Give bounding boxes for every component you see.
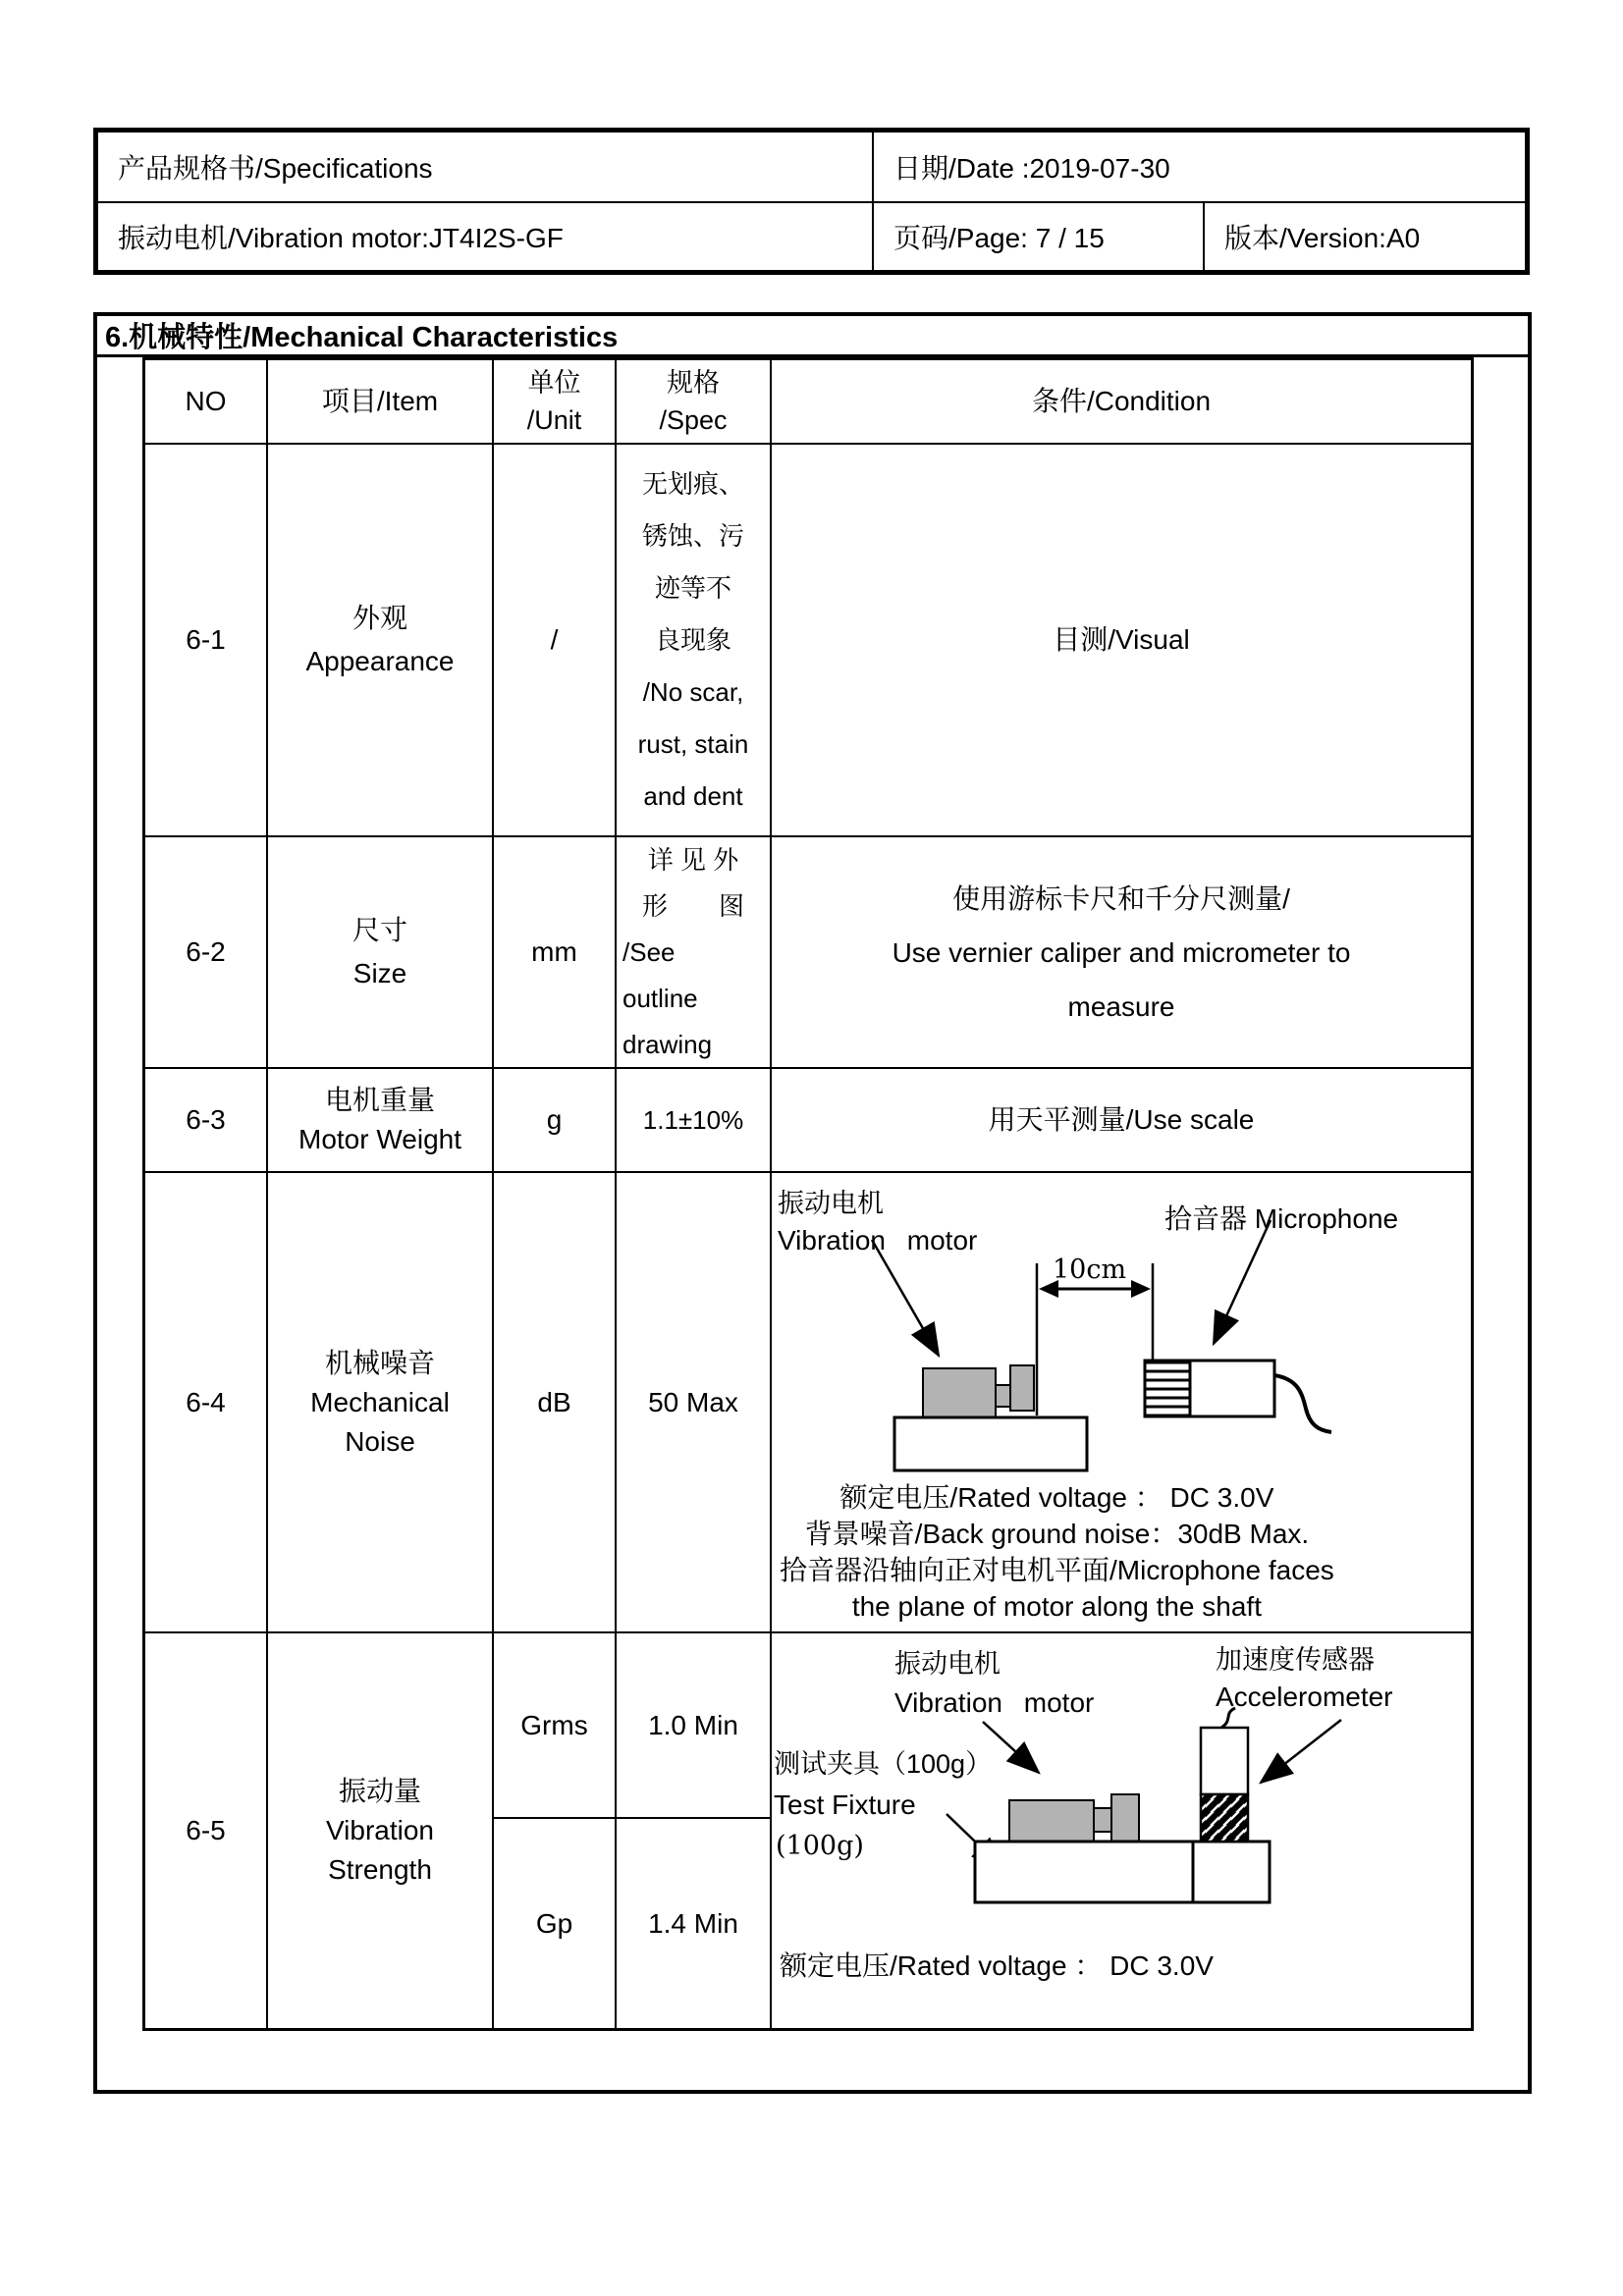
- spec-line: 良现象: [654, 624, 731, 655]
- motor-body: [1009, 1800, 1094, 1842]
- motor-shaft: [1094, 1808, 1111, 1832]
- distance-arrowhead-right: [1131, 1280, 1151, 1298]
- accelerometer-pointer-arrow: [1261, 1720, 1341, 1783]
- accelerometer-label-cn: 加速度传感器: [1216, 1645, 1375, 1675]
- spec-line: outline: [622, 983, 698, 1013]
- row-6-3-spec: 1.1±10%: [617, 1069, 772, 1173]
- row-6-2-item-en: Size: [352, 958, 407, 988]
- row-6-5-item-en2: Strength: [328, 1854, 432, 1885]
- row-6-5-spec-grms: 1.0 Min: [617, 1633, 772, 1819]
- row-6-1-item-cn: 外观: [352, 603, 407, 633]
- mechanical-characteristics-box: [93, 312, 1532, 2094]
- col-header-unit: [494, 360, 617, 445]
- accelerometer-body: [1201, 1728, 1248, 1794]
- col-header-no: NO: [145, 360, 268, 445]
- row-6-1-item-en: Appearance: [305, 646, 455, 676]
- row-6-3-item: [268, 1069, 494, 1173]
- spec-line: /See: [622, 936, 676, 967]
- motor-body: [923, 1368, 996, 1417]
- row-6-3-unit: g: [494, 1069, 617, 1173]
- row-6-3-no: 6-3: [145, 1069, 268, 1173]
- row-6-1-unit: /: [494, 445, 617, 837]
- spec-line: and dent: [643, 780, 743, 811]
- row-6-4-condition-diagram: [772, 1173, 1471, 1633]
- col-header-unit-cn: 单位: [527, 368, 581, 398]
- row-6-5-item-en1: Vibration: [325, 1815, 434, 1845]
- header-date: 日期/Date :2019-07-30: [872, 133, 1525, 201]
- row-6-5-no: 6-5: [145, 1633, 268, 2028]
- row-6-5-unit-gp: Gp: [494, 1819, 617, 2028]
- document-header-table: [93, 128, 1530, 275]
- distance-label: 10cm: [1053, 1255, 1127, 1285]
- col-header-spec-cn: 规格: [667, 368, 720, 398]
- row-6-1-spec: [617, 445, 772, 837]
- row-6-2-condition: [772, 837, 1471, 1069]
- note-rated-voltage: 额定电压/Rated voltage ： DC 3.0V: [780, 1950, 1214, 1981]
- microphone-grille: [1145, 1361, 1190, 1416]
- microphone-cable: [1274, 1375, 1331, 1432]
- note-rated-voltage: 额定电压/Rated voltage ： DC 3.0V: [839, 1482, 1274, 1513]
- row-6-2-spec: [617, 837, 772, 1069]
- motor-label-en: Vibration motor: [778, 1225, 978, 1255]
- note-microphone-position-2: the plane of motor along the shaft: [851, 1591, 1262, 1622]
- motor-label-cn: 振动电机: [894, 1649, 1001, 1679]
- motor-counterweight: [1111, 1794, 1139, 1843]
- motor-shaft: [996, 1385, 1010, 1407]
- motor-counterweight: [1010, 1365, 1034, 1411]
- fixture-base-block: [975, 1842, 1193, 1902]
- row-6-2-item: [268, 837, 494, 1069]
- row-6-3-item-cn: 电机重量: [324, 1085, 435, 1115]
- header-version: 版本/Version:A0: [1203, 201, 1525, 270]
- motor-base-block: [894, 1417, 1087, 1470]
- spec-line: 迹等不: [654, 572, 731, 603]
- col-header-unit-en: /Unit: [526, 405, 582, 435]
- row-6-5-unit-grms: Grms: [494, 1633, 617, 1819]
- row-6-1-item: [268, 445, 494, 837]
- col-header-spec: [617, 360, 772, 445]
- note-microphone-position-1: 拾音器沿轴向正对电机平面/Microphone faces: [780, 1555, 1334, 1585]
- condition-line: measure: [1067, 990, 1175, 1022]
- row-6-3-condition: 用天平测量/Use scale: [772, 1069, 1471, 1173]
- spec-line: 无划痕、: [641, 468, 744, 499]
- row-6-2-no: 6-2: [145, 837, 268, 1069]
- header-motor-model: 振动电机/Vibration motor:JT4I2S-GF: [98, 201, 872, 270]
- spec-line: rust, stain: [637, 728, 749, 759]
- accelerometer-label-en: Accelerometer: [1216, 1682, 1393, 1712]
- fixture-label-en: Test Fixture: [774, 1789, 916, 1820]
- row-6-5-condition-diagram: [772, 1633, 1471, 2028]
- note-background-noise: 背景噪音/Back ground noise：30dB Max.: [804, 1519, 1310, 1549]
- row-6-2-unit: mm: [494, 837, 617, 1069]
- spec-line: 详 见 外: [647, 844, 739, 875]
- row-6-4-item-en2: Noise: [345, 1425, 415, 1457]
- row-6-3-item-en: Motor Weight: [298, 1124, 461, 1154]
- row-6-4-item-en1: Mechanical: [310, 1386, 450, 1417]
- spec-line: 形 图: [641, 890, 744, 921]
- row-6-4-item: [268, 1173, 494, 1633]
- fixture-label-cn: 测试夹具（100g）: [774, 1749, 993, 1779]
- spec-line: drawing: [622, 1029, 713, 1059]
- row-6-4-unit: dB: [494, 1173, 617, 1633]
- microphone-label: 拾音器 Microphone: [1164, 1203, 1399, 1234]
- spec-line: /No scar,: [642, 676, 744, 707]
- header-page-number: 页码/Page: 7 / 15: [872, 201, 1203, 270]
- motor-label-en: Vibration motor: [894, 1687, 1095, 1718]
- row-6-4-item-cn: 机械噪音: [324, 1347, 435, 1378]
- row-6-5-item-cn: 振动量: [338, 1776, 421, 1806]
- col-header-spec-en: /Spec: [659, 405, 728, 435]
- section-title: 6.机械特性/Mechanical Characteristics: [97, 316, 1528, 357]
- row-6-4-no: 6-4: [145, 1173, 268, 1633]
- row-6-5-spec-gp: 1.4 Min: [617, 1819, 772, 2028]
- row-6-1-condition: 目测/Visual: [772, 445, 1471, 837]
- condition-line: Use vernier caliper and micrometer to: [892, 936, 1351, 968]
- accelerometer-mount: [1201, 1794, 1248, 1842]
- condition-line: 使用游标卡尺和千分尺测量/: [952, 882, 1290, 914]
- row-6-1-no: 6-1: [145, 445, 268, 837]
- col-header-item: 项目/Item: [268, 360, 494, 445]
- spec-line: 锈蚀、污: [641, 520, 744, 551]
- vibration-test-note: [780, 1948, 1214, 1984]
- col-header-condition: 条件/Condition: [772, 360, 1471, 445]
- row-6-2-item-cn: 尺寸: [352, 915, 407, 945]
- header-product-title: 产品规格书/Specifications: [118, 153, 433, 184]
- noise-test-notes: [780, 1479, 1334, 1625]
- row-6-4-spec: 50 Max: [617, 1173, 772, 1633]
- motor-label-cn: 振动电机: [778, 1189, 884, 1218]
- accelerometer-base-block: [1193, 1842, 1270, 1902]
- row-6-5-item: [268, 1633, 494, 2028]
- fixture-label-weight: (100g): [776, 1831, 864, 1861]
- mechanical-characteristics-table: [142, 357, 1474, 2031]
